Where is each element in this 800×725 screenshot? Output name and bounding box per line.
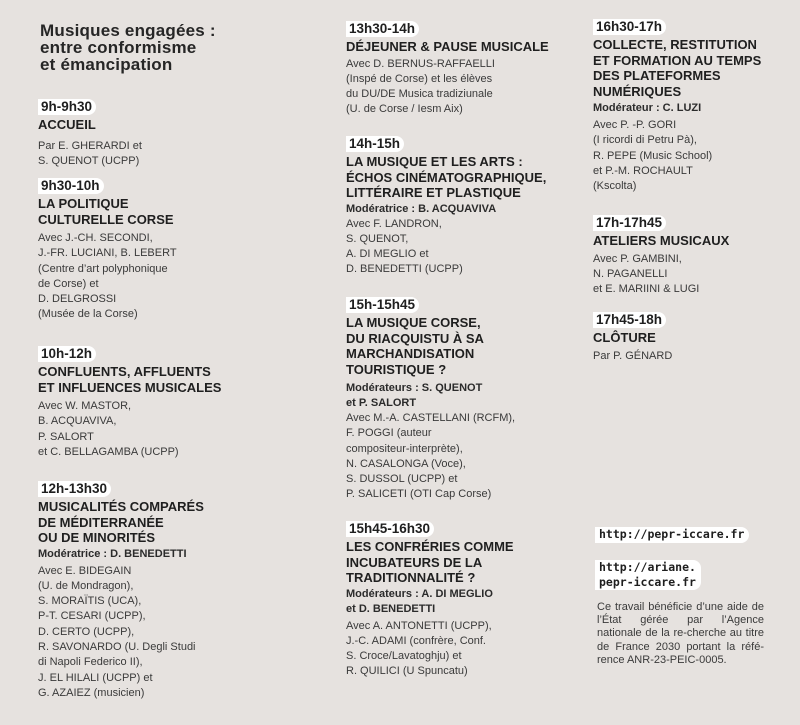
time-badge: 15h-15h45 [346,297,419,313]
session-accueil [38,98,142,169]
time-badge: 17h45-18h [593,312,666,328]
time-badge: 16h30-17h [593,19,666,35]
session-riacquistu [346,296,515,503]
time-badge: 14h-15h [346,136,404,152]
moderator: Modérateurs : A. DI MEGLIO et D. BENEDETTI [346,587,493,615]
session-title: LA POLITIQUE CULTURELLE CORSE [38,196,174,227]
session-title: CONFLUENTS, AFFLUENTS ET INFLUENCES MUSICALES [38,364,222,395]
session-title: LA MUSIQUE ET LES ARTS : ÉCHOS CINÉMATOGRAPHIQUE, LITTÉRAIRE ET PLASTIQUE [346,154,547,200]
moderator: Modérateur : C. LUZI [593,102,702,114]
time-badge: 13h30-14h [346,21,419,37]
ariane-link[interactable]: http://ariane. pepr-iccare.fr [595,560,701,590]
speakers: Par P. GÉNARD [593,349,673,362]
session-collecte [593,18,761,194]
session-confluents [38,345,221,460]
speakers: Avec P. GAMBINI, N. PAGANELLI et E. MARIINI & LUGI [593,252,700,296]
speakers: Par E. GHERARDI et S. QUENOT (UCPP) [38,139,142,167]
session-confreries [346,520,514,680]
speakers: Avec A. ANTONETTI (UCPP), J.-C. ADAMI (confrère, Conf. S. Croce/Lavatoghju) et R. QUILICI (U Spuncatu) [346,619,492,678]
session-politique [38,177,177,323]
time-badge: 10h-12h [38,346,96,362]
session-ateliers [593,214,729,297]
session-title: ACCUEIL [38,117,96,132]
funding-note: Ce travail bénéficie d’une aide de l’État gérée par l’Agence nationale de la re-cherche au titre de France 2030 portant la réfé-rence ANR-23-PEIC-0005. [597,601,764,666]
session-title: MUSICALITÉS COMPARÉS DE MÉDITERRANÉE OU DE MINORITÉS [38,499,204,545]
time-badge: 17h-17h45 [593,215,666,231]
moderator: Modérateurs : S. QUENOT et P. SALORT [346,382,483,409]
moderator: Modératrice : D. BENEDETTI [38,547,187,560]
session-arts [346,135,546,278]
session-title: CLÔTURE [593,330,656,345]
session-title: LA MUSIQUE CORSE, DU RIACQUISTU À SA MARCHANDISATION TOURISTIQUE ? [346,315,484,377]
speakers: Avec E. BIDEGAIN (U. de Mondragon), S. MORAÏTIS (UCA), P-T. CESARI (UCPP), D. CERTO (UCPP), R. SAVONARDO (U. Degli Studi di Napoli Federico II), J. EL HILALI (UCPP) et G. AZAIEZ (musicien) [38,564,196,699]
speakers: Avec J.-CH. SECONDI, J.-FR. LUCIANI, B. LEBERT (Centre d’art polyphonique de Corse) et D. DELGROSSI (Musée de la Corse) [38,232,177,321]
moderator: Modératrice : B. ACQUAVIVA [346,202,497,215]
session-title: COLLECTE, RESTITUTION ET FORMATION AU TEMPS DES PLATEFORMES NUMÉRIQUES [593,37,762,99]
website-link[interactable]: http://pepr-iccare.fr [595,527,749,543]
session-title: DÉJEUNER & PAUSE MUSICALE [346,39,549,54]
time-badge: 15h45-16h30 [346,521,434,537]
session-dejeuner [346,20,549,118]
session-title: ATELIERS MUSICAUX [593,233,730,248]
session-title: LES CONFRÉRIES COMME INCUBATEURS DE LA TRADITIONNALITÉ ? [346,539,514,585]
page-title: Musiques engagées : entre conformisme et émancipation [40,21,216,74]
time-badge: 12h-13h30 [38,481,111,497]
time-badge: 9h-9h30 [38,99,96,115]
speakers: Avec P. -P. GORI (I ricordi di Petru Pà), R. PEPE (Music School) et P.-M. ROCHAULT (Kscolta) [593,119,713,193]
session-musicalites [38,480,204,701]
time-badge: 9h30-10h [38,178,104,194]
speakers: Avec D. BERNUS-RAFFAELLI (Inspé de Corse) et les élèves du DU/DE Musica tradiziunale (U. de Corse / Iesm Aix) [346,57,495,116]
speakers: Avec W. MASTOR, B. ACQUAVIVA, P. SALORT et C. BELLAGAMBA (UCPP) [38,400,179,458]
speakers: Avec F. LANDRON, S. QUENOT, A. DI MEGLIO et D. BENEDETTI (UCPP) [346,217,463,276]
speakers: Avec M.-A. CASTELLANI (RCFM), F. POGGI (auteur compositeur-interprète), N. CASALONGA (Voce), S. DUSSOL (UCPP) et P. SALICETI (OTI Cap Corse) [346,412,516,501]
session-cloture [593,311,672,364]
